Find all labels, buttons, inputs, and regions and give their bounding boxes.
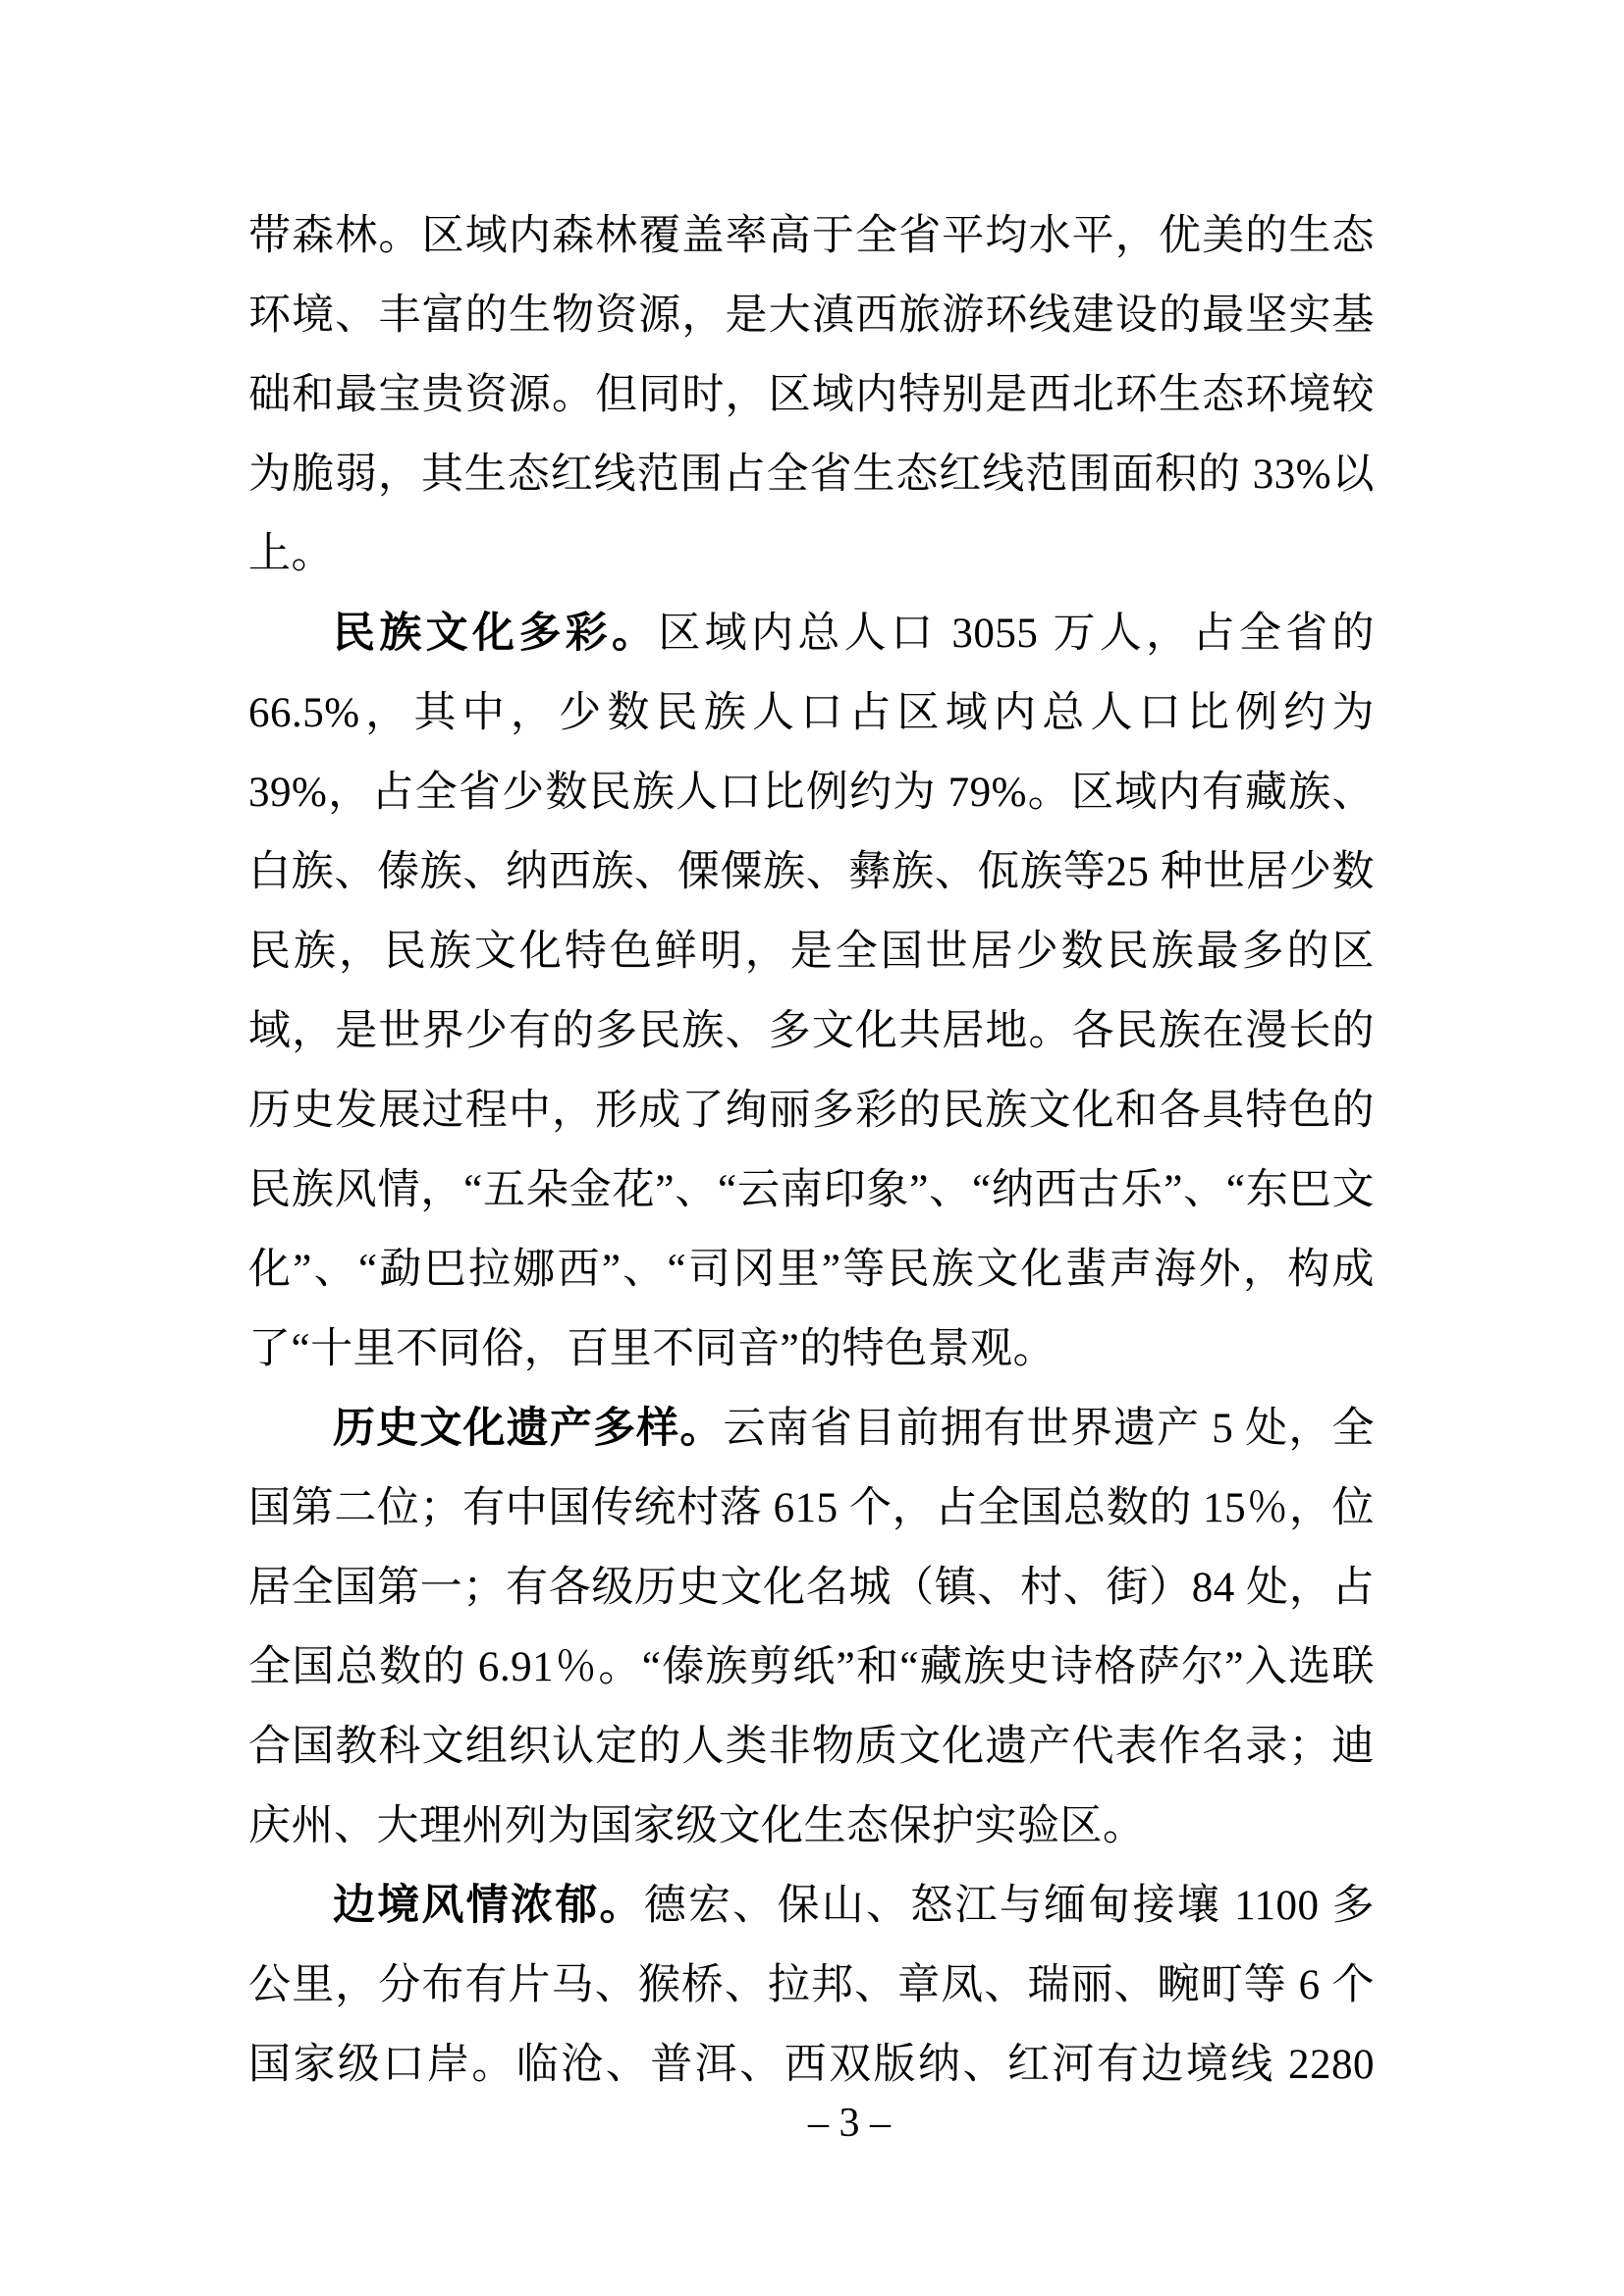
document-body bbox=[248, 196, 1375, 2105]
page-number: – 3 – bbox=[808, 2101, 891, 2146]
paragraph bbox=[248, 1866, 1375, 2105]
paragraph bbox=[248, 594, 1375, 1389]
paragraph bbox=[248, 196, 1375, 594]
paragraph-text: 德宏、保山、怒江与缅甸接壤 1100 多公里，分布有片马、猴桥、拉邦、章凤、瑞丽、畹町等 6 个国家级口岸。临沧、普洱、西双版纳、红河有边境线 2280 bbox=[248, 1883, 1375, 2088]
paragraph-text: 区域内总人口 3055 万人，占全省的 66.5%，其中，少数民族人口占区域内总人口比例约为 39%，占全省少数民族人口比例约为 79%。区域内有藏族、白族、傣族、纳西族、傈僳族、彝族、佤族等25 种世居少数民族，民族文化特色鲜明，是全国世居少数民族最多的区域，是世界少有的多民族、多文化共居地。各民族在漫长的历史发展过程中，形成了绚丽多彩的民族文化和各具特色的民族风情，“五朵金花”、“云南印象”、“纳西古乐”、“东巴文化”、“勐巴拉娜西”、“司冈里”等民族文化蜚声海外，构成了“十里不同俗，百里不同音”的特色景观。 bbox=[248, 611, 1376, 1372]
paragraph-text: 带森林。区域内森林覆盖率高于全省平均水平，优美的生态环境、丰富的生物资源，是大滇西旅游环线建设的最坚实基础和最宝贵资源。但同时，区域内特别是西北环生态环境较为脆弱，其生态红线范围占全省生态红线范围面积的 33%以上。 bbox=[248, 213, 1375, 577]
paragraph bbox=[248, 1389, 1375, 1866]
paragraph-lead: 边境风情浓郁。 bbox=[333, 1883, 644, 1929]
paragraph-lead: 民族文化多彩。 bbox=[333, 611, 659, 657]
paragraph-text: 云南省目前拥有世界遗产 5 处，全国第二位；有中国传统村落 615 个，占全国总数的 15％，位居全国第一；有各级历史文化名城（镇、村、街）84 处，占全国总数的 6.91％。“傣族剪纸”和“藏族史诗格萨尔”入选联合国教科文组织认定的人类非物质文化遗产代表作名录；迪庆州、大理州列为国家级文化生态保护实验区。 bbox=[248, 1406, 1375, 1849]
paragraph-lead: 历史文化遗产多样。 bbox=[333, 1406, 724, 1452]
